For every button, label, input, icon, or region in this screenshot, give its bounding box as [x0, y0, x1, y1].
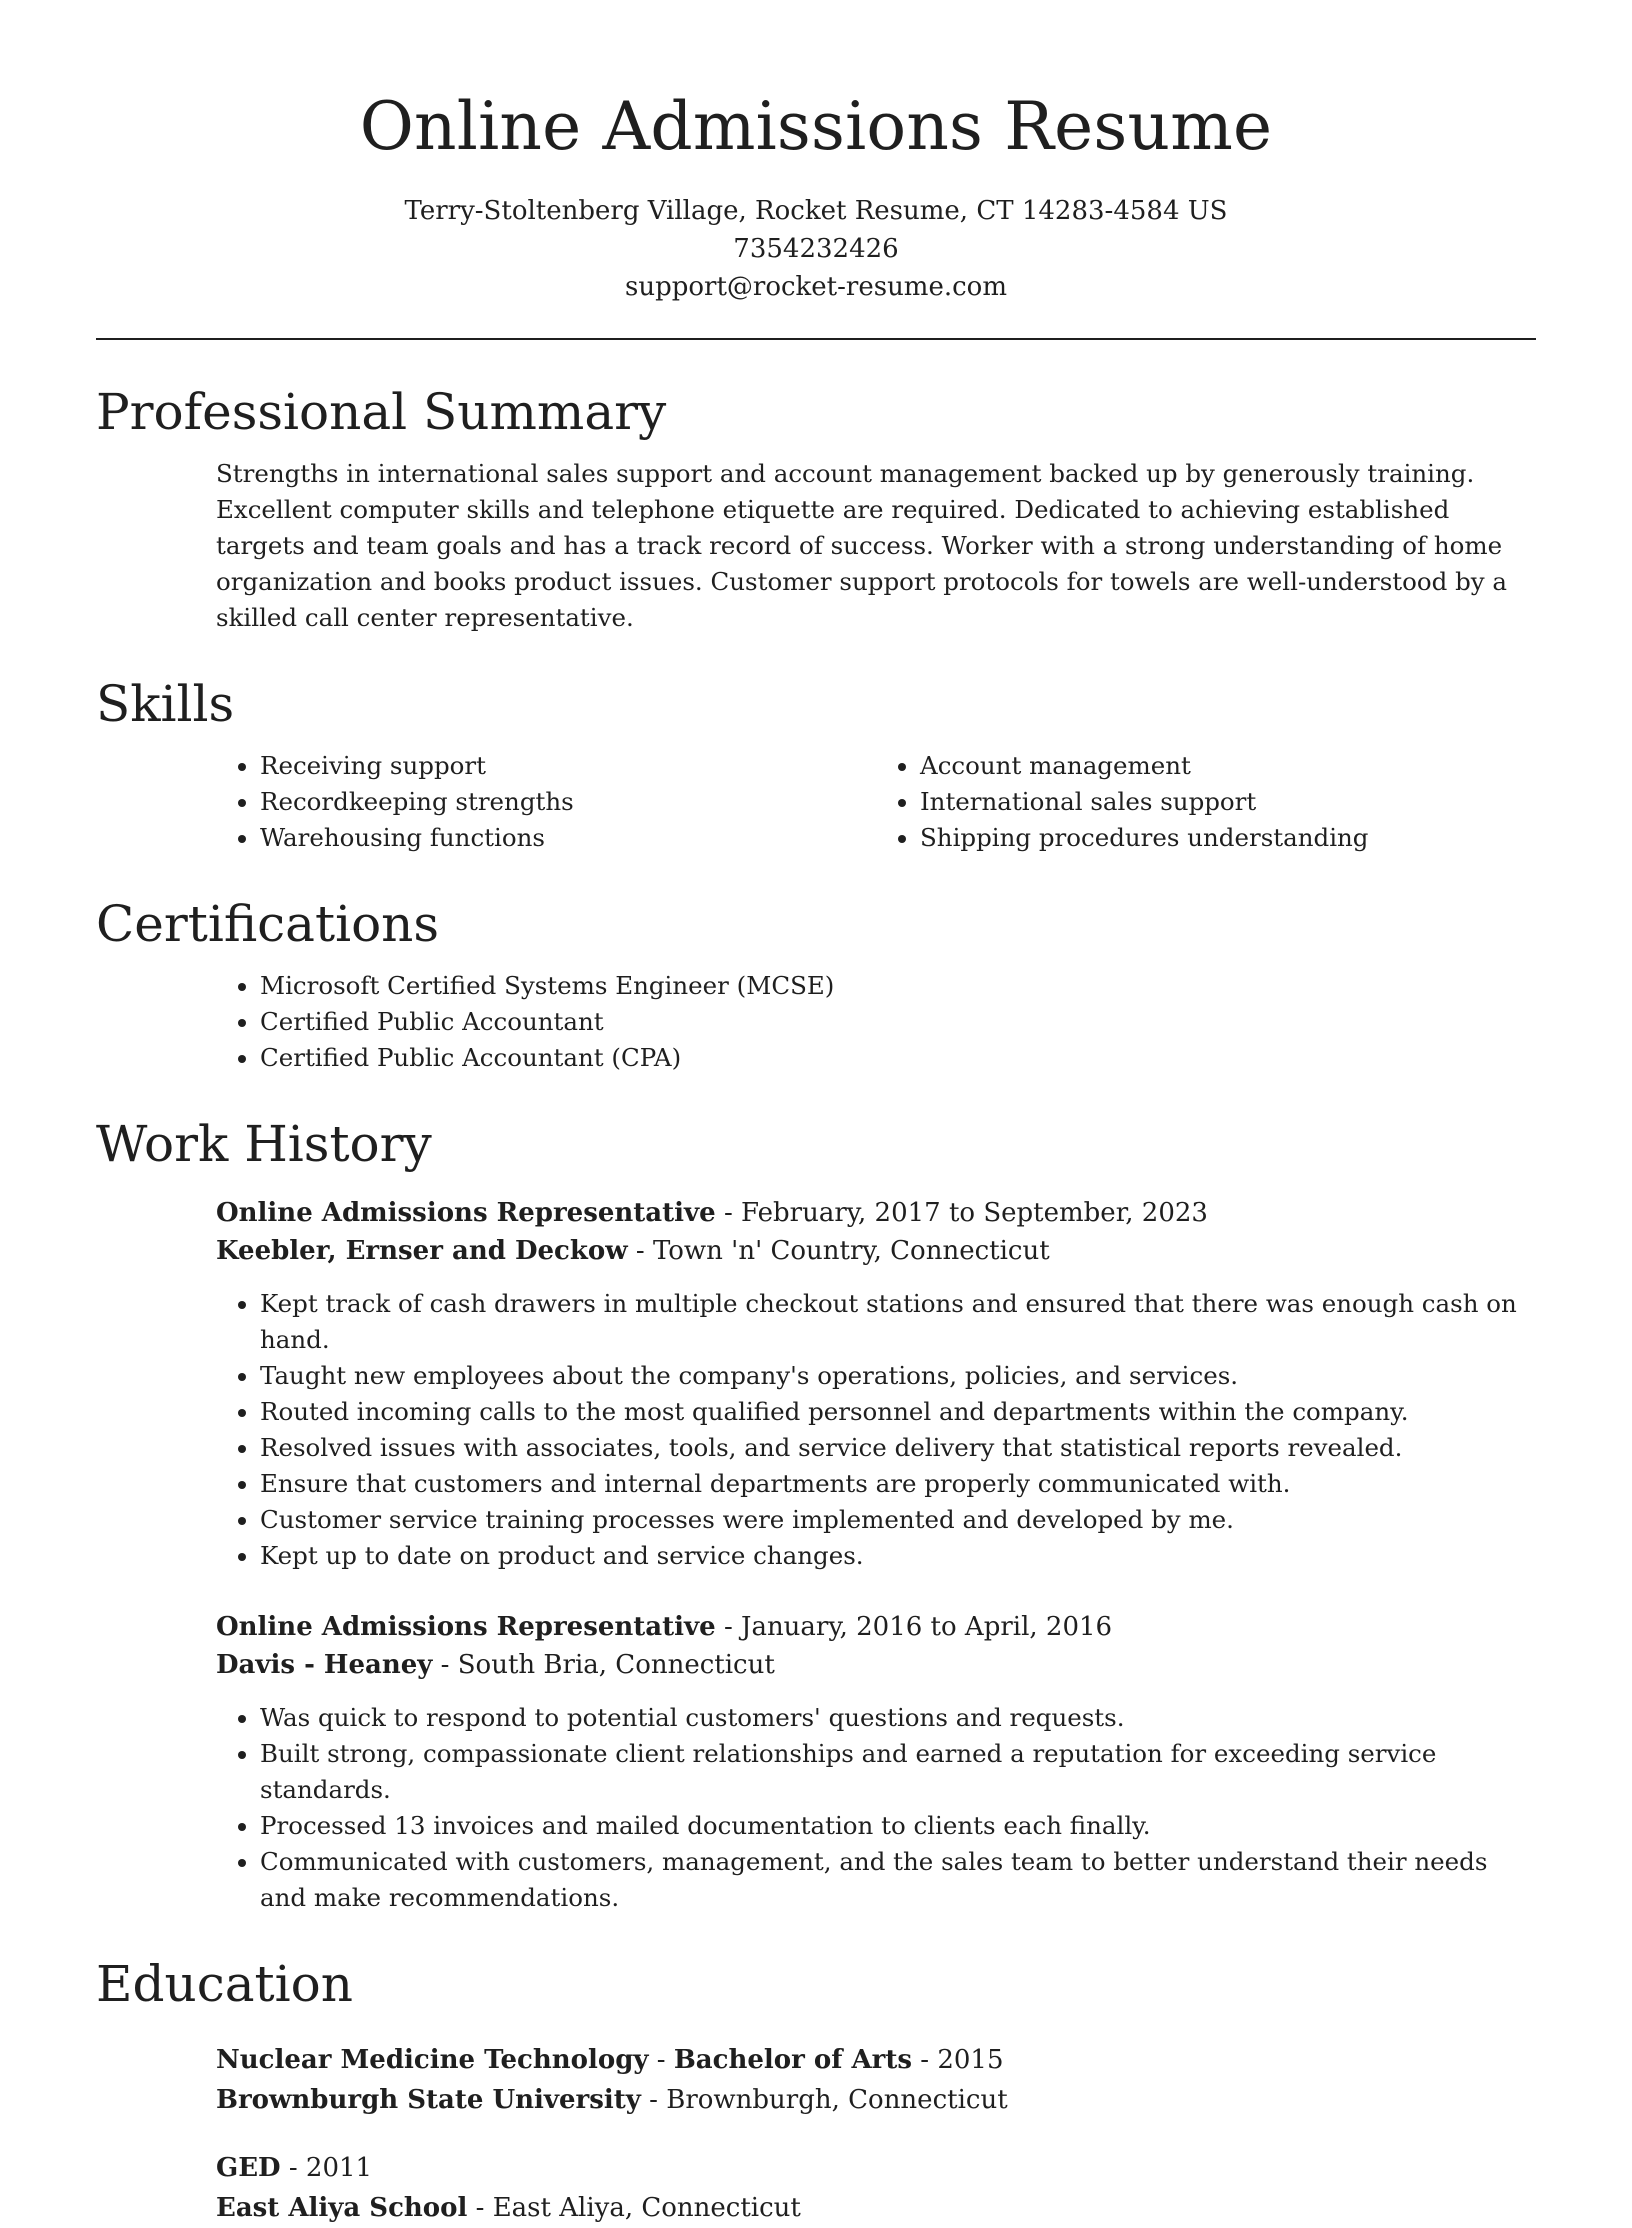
skill-item: • Account management	[920, 748, 1536, 784]
job-location: Town 'n' Country, Connecticut	[652, 1236, 1050, 1266]
job-bullet: • Built strong, compassionate client relationships and earned a reputation for exceeding service standards.	[260, 1736, 1536, 1808]
education-field: GED	[216, 2153, 281, 2183]
certifications-heading: Certifications	[96, 895, 440, 953]
education-location: Brownburgh, Connecticut	[666, 2085, 1008, 2115]
header-divider	[96, 338, 1536, 340]
work-history-section	[96, 1112, 1536, 1916]
separator: -	[627, 1236, 653, 1266]
job-role: Online Admissions Representative	[216, 1612, 716, 1642]
skills-heading: Skills	[96, 675, 235, 733]
education-entry	[216, 2148, 1536, 2228]
certifications-list	[216, 968, 1536, 1076]
education-entry	[216, 2040, 1536, 2120]
certification-item: • Certified Public Accountant (CPA)	[260, 1040, 1536, 1076]
job-bullet: • Routed incoming calls to the most qualified personnel and departments within the company.	[260, 1394, 1536, 1430]
contact-info	[96, 192, 1536, 306]
job-company-line	[216, 1232, 1536, 1270]
job-entry	[216, 1194, 1536, 1574]
summary-section	[96, 380, 1536, 636]
job-bullets	[216, 1700, 1536, 1916]
job-title-line	[216, 1608, 1536, 1646]
education-school: East Aliya School	[216, 2193, 468, 2223]
education-year: 2015	[937, 2045, 1004, 2075]
job-bullet: • Was quick to respond to potential customers' questions and requests.	[260, 1700, 1536, 1736]
summary-heading: Professional Summary	[96, 383, 667, 441]
summary-text: Strengths in international sales support and account management backed up by generously training. Excellent computer skills and telephone etiquette are required. Dedicated to achieving established targets and team goals and has a track record of success. Worker with a strong understanding of home organization and books product issues. Customer support protocols for towels are well-understood by a skilled call center representative.	[216, 459, 1508, 632]
job-dates: February, 2017 to September, 2023	[741, 1198, 1208, 1228]
job-company: Keebler, Ernser and Deckow	[216, 1236, 628, 1266]
job-bullet: • Resolved issues with associates, tools, and service delivery that statistical reports revealed.	[260, 1430, 1536, 1466]
education-section	[96, 1952, 1536, 2228]
job-bullet: • Customer service training processes were implemented and developed by me.	[260, 1502, 1536, 1538]
job-bullet: • Kept track of cash drawers in multiple checkout stations and ensured that there was enough cash on hand.	[260, 1286, 1536, 1358]
contact-phone: 7354232426	[733, 234, 899, 264]
education-school: Brownburgh State University	[216, 2085, 641, 2115]
skills-grid	[96, 736, 1536, 856]
job-role: Online Admissions Representative	[216, 1198, 716, 1228]
job-company-line	[216, 1646, 1536, 1684]
skill-item: • International sales support	[920, 784, 1536, 820]
job-bullet: • Ensure that customers and internal departments are properly communicated with.	[260, 1466, 1536, 1502]
education-location: East Aliya, Connecticut	[492, 2193, 801, 2223]
education-year: 2011	[305, 2153, 373, 2183]
separator: -	[715, 1198, 742, 1228]
education-degree: Bachelor of Arts	[673, 2045, 912, 2075]
skill-item: • Warehousing functions	[260, 820, 876, 856]
job-title-line	[216, 1194, 1536, 1232]
education-school-line	[216, 2188, 1536, 2228]
certification-item: • Microsoft Certified Systems Engineer (MCSE)	[260, 968, 1536, 1004]
separator: -	[280, 2153, 306, 2183]
job-entry	[216, 1608, 1536, 1916]
skill-item: • Shipping procedures understanding	[920, 820, 1536, 856]
skill-item: • Recordkeeping strengths	[260, 784, 876, 820]
job-location: South Bria, Connecticut	[457, 1650, 775, 1680]
resume-title: Online Admissions Resume	[359, 88, 1273, 165]
job-bullet: • Taught new employees about the company's operations, policies, and services.	[260, 1358, 1536, 1394]
skill-item: • Receiving support	[260, 748, 876, 784]
separator: -	[648, 2045, 674, 2075]
separator: -	[640, 2085, 667, 2115]
separator: -	[912, 2045, 938, 2075]
contact-email: support@rocket-resume.com	[624, 272, 1007, 302]
separator: -	[467, 2193, 493, 2223]
job-bullets	[216, 1286, 1536, 1574]
certification-item: • Certified Public Accountant	[260, 1004, 1536, 1040]
separator: -	[432, 1650, 458, 1680]
education-school-line	[216, 2080, 1536, 2120]
work-history-heading: Work History	[96, 1115, 432, 1173]
education-degree-line	[216, 2148, 1536, 2188]
resume-header	[96, 0, 1536, 306]
contact-address: Terry-Stoltenberg Village, Rocket Resume, CT 14283-4584 US	[404, 196, 1228, 226]
job-bullet: • Processed 13 invoices and mailed documentation to clients each finally.	[260, 1808, 1536, 1844]
skills-list-left	[216, 748, 876, 856]
education-field: Nuclear Medicine Technology	[216, 2045, 649, 2075]
job-dates: January, 2016 to April, 2016	[741, 1612, 1113, 1642]
skills-section	[96, 672, 1536, 856]
job-bullet: • Kept up to date on product and service changes.	[260, 1538, 1536, 1574]
skills-list-right	[876, 748, 1536, 856]
job-bullet: • Communicated with customers, management, and the sales team to better understand their needs and make recommendations.	[260, 1844, 1536, 1916]
certifications-section	[96, 892, 1536, 1076]
separator: -	[715, 1612, 742, 1642]
education-heading: Education	[96, 1955, 353, 2013]
job-company: Davis - Heaney	[216, 1650, 433, 1680]
education-degree-line	[216, 2040, 1536, 2080]
